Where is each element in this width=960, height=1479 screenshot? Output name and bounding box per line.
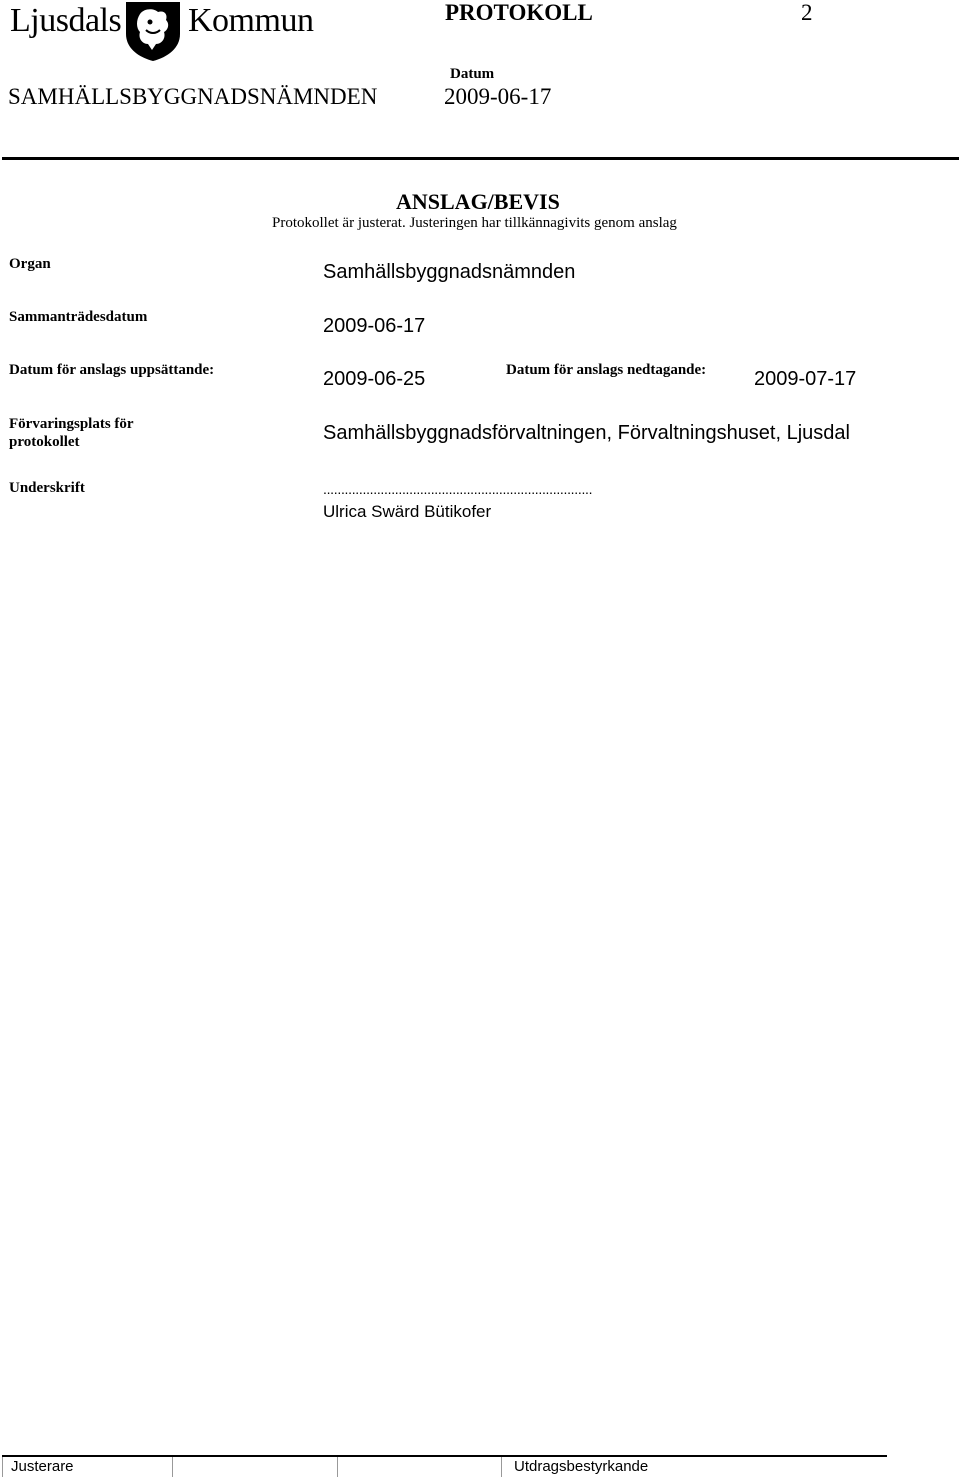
footer-cell-justerare: Justerare xyxy=(2,1457,172,1477)
organ-value: Samhällsbyggnadsnämnden xyxy=(323,261,576,283)
footer-signature-boxes xyxy=(2,1457,887,1477)
removed-date-value: 2009-07-17 xyxy=(754,368,857,390)
meeting-date-value: 2009-06-17 xyxy=(323,315,426,337)
signature-label: Underskrift xyxy=(9,480,85,496)
logo-word-right: Kommun xyxy=(188,2,314,39)
lion-shield-icon xyxy=(122,0,184,62)
document-type: PROTOKOLL xyxy=(445,0,593,25)
storage-label-line2: protokollet xyxy=(9,434,80,450)
signature-line: ........................................................................... xyxy=(323,481,593,497)
posted-date-value: 2009-06-25 xyxy=(323,368,426,390)
municipality-logo xyxy=(10,0,314,62)
organization-name: SAMHÄLLSBYGGNADSNÄMNDEN xyxy=(8,84,378,109)
storage-value: Samhällsbyggnadsförvaltningen, Förvaltningshuset, Ljusdal xyxy=(323,422,850,444)
signature-name: Ulrica Swärd Bütikofer xyxy=(323,502,492,521)
footer-cell-empty-2 xyxy=(337,1457,501,1477)
header-divider xyxy=(2,157,959,160)
footer-cell-empty-1 xyxy=(172,1457,337,1477)
posted-date-label: Datum för anslags uppsättande: xyxy=(9,362,215,378)
logo-word-left: Ljusdals xyxy=(10,2,122,39)
meeting-date-label: Sammanträdesdatum xyxy=(9,309,148,325)
organ-label: Organ xyxy=(9,256,51,272)
header-date-label: Datum xyxy=(450,66,495,82)
notice-title: ANSLAG/BEVIS xyxy=(396,189,560,214)
header-date: 2009-06-17 xyxy=(444,84,552,109)
notice-subtitle: Protokollet är justerat. Justeringen har tillkännagivits genom anslag xyxy=(272,215,677,231)
removed-date-label: Datum för anslags nedtagande: xyxy=(506,362,707,378)
storage-label-line1: Förvaringsplats för xyxy=(9,416,134,432)
page-number: 2 xyxy=(801,0,813,25)
footer-cell-utdragsbestyrkande: Utdragsbestyrkande xyxy=(501,1457,887,1477)
